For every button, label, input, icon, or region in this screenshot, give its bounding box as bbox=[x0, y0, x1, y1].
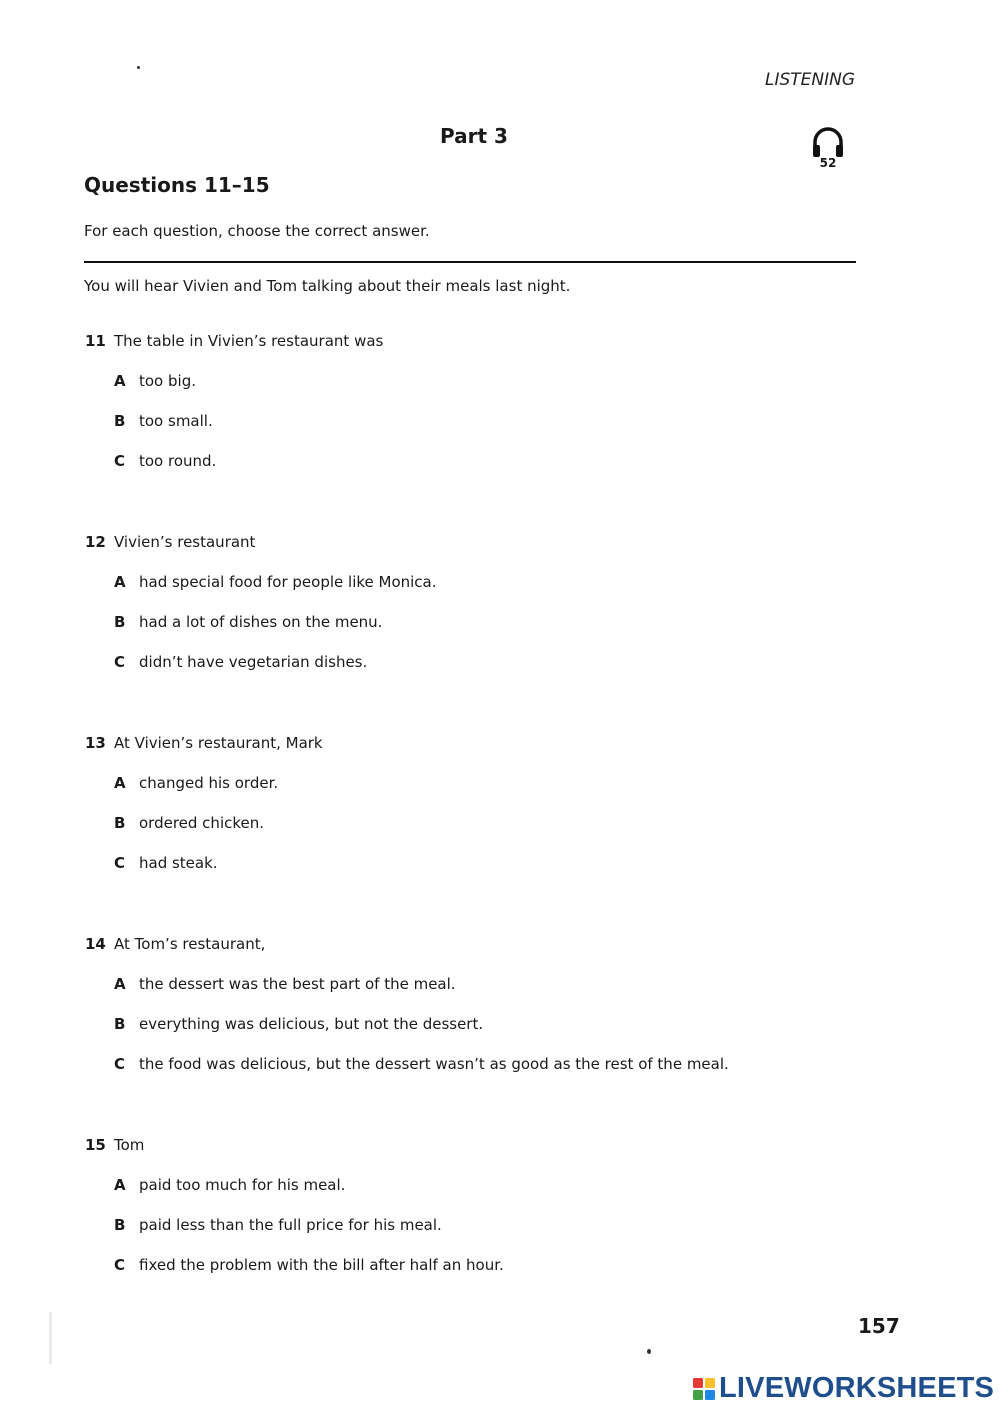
question-11-option-c[interactable] bbox=[114, 452, 216, 470]
option-letter: B bbox=[114, 613, 126, 631]
question-12-option-b[interactable] bbox=[114, 613, 382, 631]
option-letter: B bbox=[114, 1216, 126, 1234]
option-letter: C bbox=[114, 653, 126, 671]
option-letter: C bbox=[114, 1055, 126, 1073]
option-letter: C bbox=[114, 854, 126, 872]
scan-speck bbox=[647, 1349, 651, 1354]
question-14-option-c[interactable] bbox=[114, 1055, 729, 1073]
question-stem: The table in Vivien’s restaurant was bbox=[114, 332, 384, 350]
option-text: too round. bbox=[139, 452, 217, 470]
question-13-option-c[interactable] bbox=[114, 854, 218, 872]
question-14 bbox=[85, 935, 265, 953]
question-stem: Tom bbox=[114, 1136, 145, 1154]
question-15 bbox=[85, 1136, 144, 1154]
option-text: paid less than the full price for his meal. bbox=[139, 1216, 442, 1234]
question-11 bbox=[85, 332, 383, 350]
question-14-option-b[interactable] bbox=[114, 1015, 483, 1033]
divider bbox=[84, 261, 856, 263]
option-text: didn’t have vegetarian dishes. bbox=[139, 653, 368, 671]
option-text: ordered chicken. bbox=[139, 814, 265, 832]
option-text: had a lot of dishes on the menu. bbox=[139, 613, 383, 631]
option-letter: A bbox=[114, 975, 126, 993]
option-letter: A bbox=[114, 573, 126, 591]
question-13-option-a[interactable] bbox=[114, 774, 278, 792]
liveworksheets-watermark[interactable] bbox=[693, 1372, 994, 1408]
question-number: 13 bbox=[85, 734, 106, 752]
logo-square bbox=[693, 1378, 703, 1388]
option-letter: A bbox=[114, 372, 126, 390]
question-number: 12 bbox=[85, 533, 106, 551]
question-number: 14 bbox=[85, 935, 106, 953]
option-text: had steak. bbox=[139, 854, 218, 872]
option-text: fixed the problem with the bill after half an hour. bbox=[139, 1256, 504, 1274]
question-15-option-b[interactable] bbox=[114, 1216, 442, 1234]
question-number: 15 bbox=[85, 1136, 106, 1154]
option-text: had special food for people like Monica. bbox=[139, 573, 437, 591]
logo-square bbox=[705, 1378, 715, 1388]
option-text: too big. bbox=[139, 372, 196, 390]
scan-speck bbox=[137, 66, 140, 69]
watermark-text: LIVEWORKSHEETS bbox=[719, 1372, 995, 1404]
question-number: 11 bbox=[85, 332, 106, 350]
option-letter: B bbox=[114, 412, 126, 430]
option-letter: B bbox=[114, 814, 126, 832]
question-13-option-b[interactable] bbox=[114, 814, 264, 832]
option-letter: C bbox=[114, 452, 126, 470]
audio-track-badge bbox=[808, 126, 848, 176]
liveworksheets-logo-icon bbox=[693, 1378, 715, 1400]
question-stem: At Tom’s restaurant, bbox=[114, 935, 266, 953]
logo-square bbox=[693, 1390, 703, 1400]
question-stem: At Vivien’s restaurant, Mark bbox=[114, 734, 323, 752]
question-13 bbox=[85, 734, 323, 752]
option-text: everything was delicious, but not the dessert. bbox=[139, 1015, 484, 1033]
option-letter: C bbox=[114, 1256, 126, 1274]
option-letter: A bbox=[114, 774, 126, 792]
question-11-option-b[interactable] bbox=[114, 412, 213, 430]
option-text: changed his order. bbox=[139, 774, 279, 792]
question-14-option-a[interactable] bbox=[114, 975, 456, 993]
option-letter: A bbox=[114, 1176, 126, 1194]
section-label: LISTENING bbox=[765, 70, 856, 90]
option-letter: B bbox=[114, 1015, 126, 1033]
questions-heading: Questions 11–15 bbox=[84, 173, 270, 197]
option-text: paid too much for his meal. bbox=[139, 1176, 346, 1194]
instruction-text: For each question, choose the correct answer. bbox=[84, 222, 430, 240]
question-15-option-c[interactable] bbox=[114, 1256, 504, 1274]
part-title: Part 3 bbox=[440, 124, 508, 148]
logo-square bbox=[705, 1390, 715, 1400]
context-text: You will hear Vivien and Tom talking about their meals last night. bbox=[84, 277, 571, 295]
scan-edge bbox=[49, 1312, 52, 1364]
track-number: 52 bbox=[819, 156, 837, 170]
question-15-option-a[interactable] bbox=[114, 1176, 345, 1194]
option-text: the food was delicious, but the dessert wasn’t as good as the rest of the meal. bbox=[139, 1055, 729, 1073]
option-text: too small. bbox=[139, 412, 213, 430]
question-stem: Vivien’s restaurant bbox=[114, 533, 256, 551]
question-11-option-a[interactable] bbox=[114, 372, 196, 390]
question-12-option-c[interactable] bbox=[114, 653, 367, 671]
page-number: 157 bbox=[858, 1314, 900, 1338]
option-text: the dessert was the best part of the meal. bbox=[139, 975, 456, 993]
headphones-icon bbox=[811, 126, 845, 158]
question-12-option-a[interactable] bbox=[114, 573, 437, 591]
question-12 bbox=[85, 533, 255, 551]
